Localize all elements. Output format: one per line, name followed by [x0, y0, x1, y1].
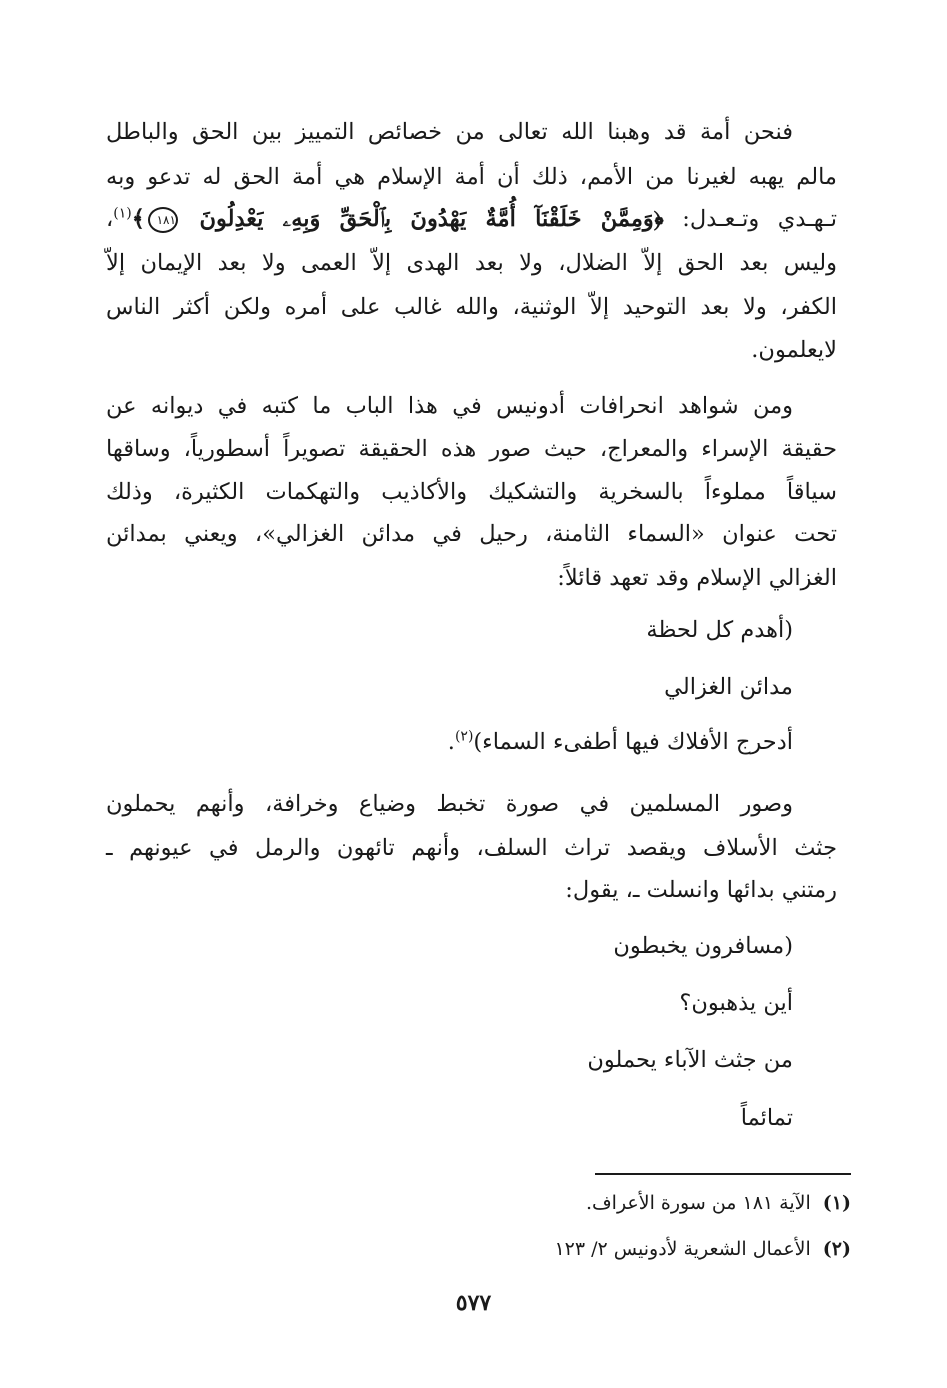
- footnote-separator: [595, 1173, 851, 1175]
- quran-close-bracket: ﴾: [131, 206, 145, 232]
- verse-1-line-1: (أهدم كل لحظة: [646, 617, 793, 643]
- footnote-reference-1: (١): [113, 205, 132, 222]
- paragraph-1-line-4: وليس بعد الحق إلاّ الضلال، ولا بعد الهدى إلاّ العمى ولا بعد الإيمان إلاّ: [106, 250, 837, 276]
- paragraph-3-line-2: جثث الأسلاف ويقصد تراث السلف، وأنهم تائهون والرمل في عيونهم ـ: [106, 835, 837, 861]
- verse-end: .: [447, 729, 455, 755]
- footnote-1: [106, 1188, 851, 1218]
- footnote-1-number: (١): [822, 1192, 851, 1214]
- paragraph-1-line-6: لايعلمون.: [751, 337, 837, 363]
- paragraph-2-line-5: الغزالي الإسلام وقد تعهد قائلاً:: [557, 565, 837, 591]
- footnote-1-text: الآية ١٨١ من سورة الأعراف.: [585, 1192, 811, 1214]
- paragraph-1-line-3: [106, 199, 837, 239]
- verse-2-line-4: تمائماً: [740, 1105, 793, 1131]
- footnote-2-number: (٢): [822, 1238, 851, 1260]
- paragraph-1-line-1: فنحن أمة قد وهبنا الله تعالى من خصائص التمييز بين الحق والباطل: [106, 119, 793, 145]
- verse-2-line-3: من جثث الآباء يحملون: [587, 1047, 793, 1073]
- paragraph-1-line-2: مالم يهبه لغيرنا من الأمم، ذلك أن أمة الإسلام هي أمة الحق له تدعو وبه: [106, 164, 837, 190]
- footnote-reference-2: (٢): [454, 728, 474, 745]
- line-prefix: تـهـدي وتـعـدل:: [682, 206, 837, 232]
- quran-verse: ﴿وَمِمَّنْ خَلَقْنَآ أُمَّةٌ يَهْدُونَ بِٱلْحَقِّ وَبِهِۦ يَعْدِلُونَ: [199, 206, 664, 232]
- footnote-2: [106, 1234, 851, 1264]
- verse-1-line-3: [448, 722, 793, 762]
- paragraph-2-line-2: حقيقة الإسراء والمعراج، حيث صور هذه الحقيقة تصويراً أسطورياً، وساقها: [106, 436, 837, 462]
- paragraph-2-line-1: ومن شواهد انحرافات أدونيس في هذا الباب ما كتبه في ديوانه عن: [106, 393, 793, 419]
- verse-1-line-2: مدائن الغزالي: [664, 674, 793, 700]
- footnote-2-text: الأعمال الشعرية لأدونيس ٢/ ١٢٣: [554, 1238, 811, 1260]
- verse-2-line-2: أين يذهبون؟: [679, 990, 793, 1016]
- paragraph-3-line-3: رمتني بدائها وانسلت ـ، يقول:: [565, 877, 837, 903]
- verse-2-line-1: (مسافرون يخبطون: [613, 933, 793, 959]
- ayah-number-marker: ١٨١: [148, 207, 178, 233]
- paragraph-1-line-5: الكفر، ولا بعد التوحيد إلاّ الوثنية، والله غالب على أمره ولكن أكثر الناس: [106, 294, 837, 320]
- paragraph-3-line-1: وصور المسلمين في صورة تخبط وضياع وخرافة، وأنهم يحملون: [106, 791, 793, 817]
- paragraph-2-line-4: تحت عنوان «السماء الثامنة، رحيل في مدائن الغزالي»، ويعني بمدائن: [106, 521, 837, 547]
- paragraph-2-line-3: سياقاً مملوءاً بالسخرية والتشكيك والأكاذيب والتهكمات الكثيرة، وذلك: [106, 479, 837, 505]
- verse-text: أدحرج الأفلاك فيها أطفىء السماء): [473, 729, 793, 755]
- page-number: ٥٧٧: [455, 1290, 492, 1316]
- line-suffix: ،: [106, 206, 114, 232]
